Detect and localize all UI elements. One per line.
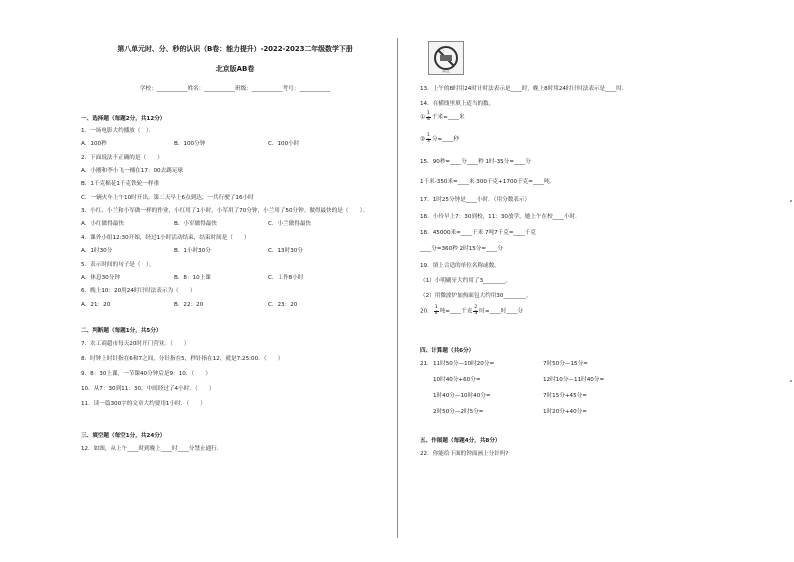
question-9: 9．8：30上课，一节课40分钟后是9：10．（ ）: [81, 371, 211, 377]
option: C．13时30分: [268, 248, 303, 254]
option: C．23：20: [268, 302, 298, 308]
question-14: 14．在横线里填上适当的数。: [420, 101, 495, 107]
question-4: 4．课外小组12:30开始，经过1小时活动结束，结束时间是（ ）: [81, 235, 250, 241]
question-22: 22．你能给下面的钟面画上分针吗?: [420, 451, 509, 457]
question-14b: ② $\frac{1}{3}$ 分=____秒: [420, 133, 460, 144]
option: A．21：20: [81, 302, 111, 308]
stamp-text: 禁止: [442, 68, 450, 73]
option: C．小兰做得最快: [268, 221, 312, 227]
question-3: 3．小红、小兰和小军做一样的作业，小红用了1小时，小军用了70分钟，小兰用了50分钟。做得最快的是（ ）。: [81, 208, 369, 214]
question-11: 11．读一篇300字的文章大约要用1小时．（ ）: [81, 401, 206, 407]
fraction: $\frac{1}{3}$: [427, 133, 430, 144]
question-16: 1千米-350米=____米 300千克+1700千克=____吨．: [420, 179, 556, 185]
calc-item: 1时20分+40分=: [543, 409, 587, 415]
question-17: 17．1时25分钟是____小时．（用分数表示）: [420, 197, 531, 203]
question-1: 1．一场电影大约播放（ ）．: [81, 128, 155, 134]
question-6: 6．晚上10：20用24时计时法表示为（ ）: [81, 288, 196, 294]
option: B．100分钟: [174, 141, 206, 147]
option: C．工作8小时: [268, 275, 304, 281]
section-heading: 五、作图题（每题4分，共8分）: [420, 438, 501, 444]
calc-item: 1时40分—10时40分=: [433, 393, 491, 399]
option: B．1千克棉花1千克铁轮一样重: [81, 181, 160, 187]
column-divider: [397, 38, 398, 538]
question-21-fraction: 20． $\frac{1}{4}$ 吨=____千克 $\frac{2}{3}$ 时=____时____分: [420, 305, 524, 316]
option: B．1小时30分: [174, 248, 211, 254]
option: A．休息30分钟: [81, 275, 120, 281]
calc-item: 7时50分—15分=: [543, 361, 588, 367]
no-copy-stamp: [428, 41, 464, 75]
calc-item: 7时15分+45分=: [543, 393, 587, 399]
option: B．8：10上课: [174, 275, 211, 281]
fraction: $\frac{1}{8}$: [427, 111, 430, 122]
question-19a: 18．45000米=____千米 7吨7千克=____千克: [420, 230, 536, 236]
section-heading: 三、填空题（每空1分，共24分）: [81, 433, 166, 439]
question-19b: ____分=360秒 2时15分=____分: [420, 246, 503, 252]
option: B．小军做得最快: [174, 221, 217, 227]
section-heading: 一、选择题（每题2分，共12分）: [81, 116, 166, 122]
question-20: 19．填上合适的单位名称或数。: [420, 263, 500, 269]
calc-item: 10时40分+60分=: [433, 377, 481, 383]
question-7: 7．农工商超市每天20时开门营业。（ ）: [81, 341, 190, 347]
fraction: $\frac{2}{3}$: [474, 305, 478, 316]
option: A．100秒: [81, 141, 107, 147]
page-subtitle: 北京版AB卷: [215, 65, 255, 73]
question-12: 12．如图，从上午____时到晚上____时____分禁止通行．: [81, 446, 223, 452]
question-14a: ① $\frac{1}{8}$ 千米=____米: [420, 111, 465, 122]
option: C．一辆火车上午10时开出，第二天早上6点到达，一共行驶了16小时: [81, 195, 254, 201]
margin-mark: [790, 380, 792, 382]
question-20a: （1）小明刷牙大约用了3________。: [420, 278, 512, 284]
calc-lead: 21．: [420, 361, 433, 367]
student-info-line: 学校：___________姓名：___________班级：___________考号：___________: [139, 86, 331, 92]
question-8: 8．时钟上时针指在6和7之间，分针指在5，秒针指在12，就是7:25:00．（ ）: [81, 356, 284, 362]
calc-item: 2时50分—2时5分=: [433, 409, 484, 415]
option: A．小红做得最快: [81, 221, 124, 227]
question-2: 2．下面说法不正确的是（ ）: [81, 155, 163, 161]
question-13: 13．上午的8时用24时计时法表示是____时，晚上8时用24时计时法表示是____时．: [420, 86, 628, 92]
page-title: 第八单元时、分、秒的认识（B卷：能力提升）-2022-2023二年级数学下册: [117, 45, 353, 53]
option: A．1时30分: [81, 248, 113, 254]
margin-mark: [790, 200, 792, 202]
question-18: 18．小玲早上7：30到校，11：30放学，她上午在校____小时．: [420, 214, 581, 220]
option: B．22：20: [174, 302, 204, 308]
section-heading: 二、判断题（每题1分，共5分）: [81, 328, 162, 334]
question-15: 15．90秒=____分____秒 1时-35分=____分: [420, 159, 531, 165]
calc-item: 11时50分—10时20分=: [433, 361, 495, 367]
calc-item: 12时10分—11时40分=: [543, 377, 605, 383]
question-20b: （2）用微波炉加热面包大约用30________。: [420, 293, 532, 299]
option: A．小刚和李小飞一桶在17：00去踢足球: [81, 168, 183, 174]
question-10: 10．从7：30到11：30，中间经过了4小时．（ ）: [81, 386, 215, 392]
no-copy-stamp-icon: [429, 42, 463, 74]
section-heading: 四、计算题（共6分）: [420, 348, 475, 354]
fraction: $\frac{1}{4}$: [434, 305, 438, 316]
question-5: 5．表示时间的句子是（ ）。: [81, 262, 155, 268]
option: C．100小时: [268, 141, 300, 147]
